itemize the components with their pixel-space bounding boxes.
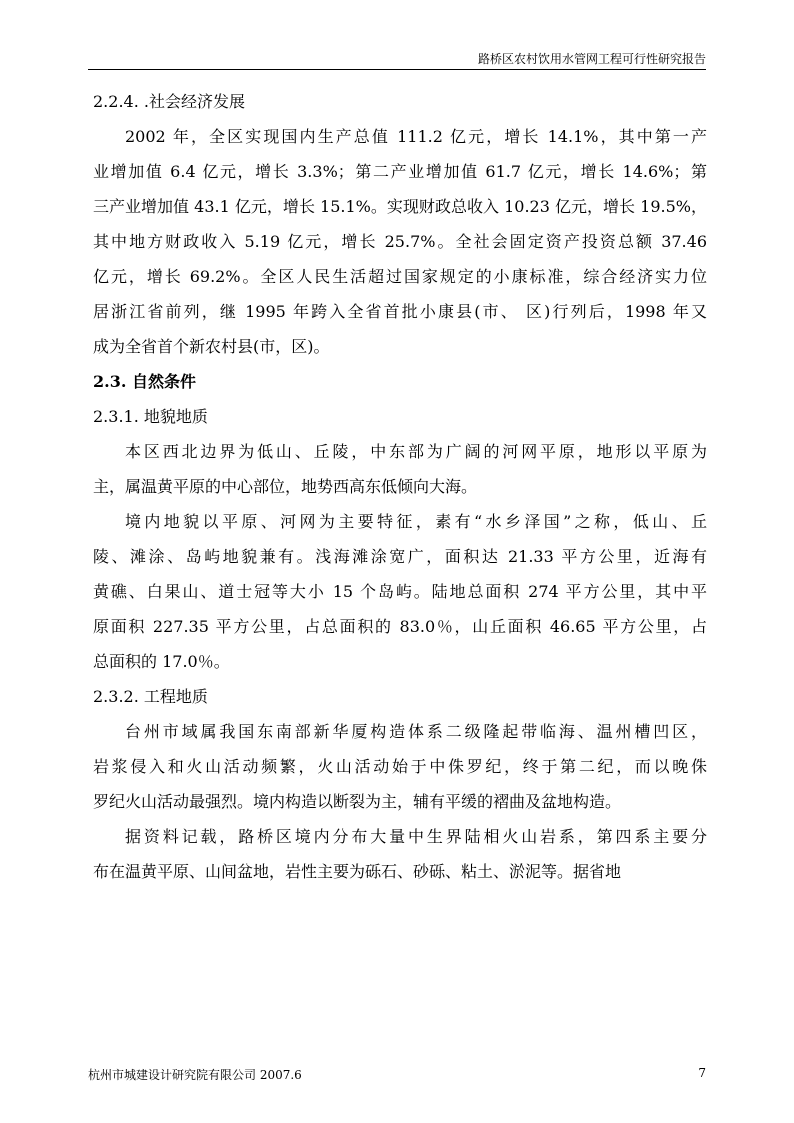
paragraph-line: 2002 年，全区实现国内生产总值 111.2 亿元，增长 14.1%，其中第一产 [125, 127, 707, 146]
paragraph-line: 业增加值 6.4 亿元，增长 3.3%；第二产业增加值 61.7 亿元，增长 14.6%；第 [93, 162, 707, 181]
footer-company: 杭州市城建设计研究院有限公司 2007.6 [88, 1068, 302, 1082]
paragraph-line: 罗纪火山活动最强烈。境内构造以断裂为主，辅有平缓的褶曲及盆地构造。 [93, 792, 622, 811]
paragraph [93, 819, 707, 889]
section-heading: 2.2.4. .社会经济发展 [93, 92, 245, 111]
paragraph-line: 据资料记载，路桥区境内分布大量中生界陆相火山岩系，第四系主要分 [125, 827, 707, 846]
section-heading: 2.3.1. 地貌地质 [93, 407, 208, 426]
paragraph-line: 台州市域属我国东南部新华厦构造体系二级隆起带临海、温州槽凹区， [125, 722, 707, 741]
section-heading: 2.3.2. 工程地质 [93, 687, 208, 706]
paragraph-line: 三产业增加值 43.1 亿元，增长 15.1%。实现财政总收入 10.23 亿元，增长 19.5%， [93, 197, 707, 216]
document-body [93, 84, 707, 889]
paragraph [93, 434, 707, 504]
page-number: 7 [698, 1066, 706, 1080]
paragraph-line: 岩浆侵入和火山活动频繁，火山活动始于中侏罗纪，终于第二纪，而以晚侏 [93, 757, 707, 776]
paragraph-line: 居浙江省前列，继 1995 年跨入全省首批小康县(市、 区)行列后，1998 年又 [93, 302, 707, 321]
paragraph-line: 陵、滩涂、岛屿地貌兼有。浅海滩涂宽广，面积达 21.33 平方公里，近海有 [93, 547, 707, 566]
paragraph-line: 其中地方财政收入 5.19 亿元，增长 25.7%。全社会固定资产投资总额 37.46 [93, 232, 707, 251]
section-heading: 2.3. 自然条件 [93, 372, 196, 391]
page-footer [88, 1066, 706, 1083]
paragraph [93, 714, 707, 819]
header-title: 路桥区农村饮用水管网工程可行性研究报告 [477, 52, 706, 66]
paragraph [93, 119, 707, 364]
paragraph-line: 布在温黄平原、山间盆地，岩性主要为砾石、砂砾、粘土、淤泥等。据省地 [93, 862, 622, 881]
paragraph-line: 本区西北边界为低山、丘陵，中东部为广阔的河网平原，地形以平原为 [125, 442, 707, 461]
paragraph-line: 亿元，增长 69.2%。全区人民生活超过国家规定的小康标准，综合经济实力位 [93, 267, 707, 286]
paragraph-line: 境内地貌以平原、河网为主要特征，素有“水乡泽国”之称，低山、丘 [125, 512, 707, 531]
paragraph-line: 成为全省首个新农村县(市，区)。 [93, 337, 330, 356]
page-header [88, 50, 706, 70]
paragraph-line: 原面积 227.35 平方公里，占总面积的 83.0％，山丘面积 46.65 平方公里，占 [93, 617, 707, 636]
paragraph-line: 主，属温黄平原的中心部位，地势西高东低倾向大海。 [93, 477, 478, 496]
paragraph [93, 504, 707, 679]
paragraph-line: 黄礁、白果山、道士冠等大小 15 个岛屿。陆地总面积 274 平方公里，其中平 [93, 582, 707, 601]
paragraph-line: 总面积的 17.0％。 [93, 652, 230, 671]
